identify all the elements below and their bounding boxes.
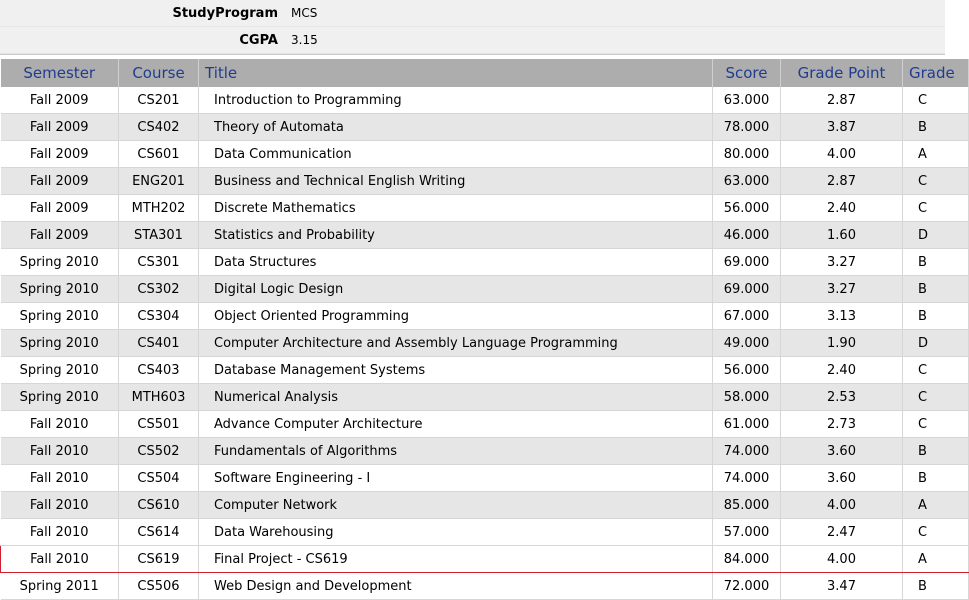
title-cell: Computer Network <box>199 492 713 519</box>
course-cell: MTH603 <box>119 384 199 411</box>
grade-cell: D <box>903 330 969 357</box>
course-cell: CS506 <box>119 573 199 600</box>
title-cell: Statistics and Probability <box>199 222 713 249</box>
table-row[interactable] <box>1 438 969 465</box>
grade-cell: C <box>903 384 969 411</box>
column-header-score[interactable]: Score <box>713 59 781 87</box>
grade-point-cell: 4.00 <box>781 141 903 168</box>
score-cell: 57.000 <box>713 519 781 546</box>
grade-point-cell: 1.60 <box>781 222 903 249</box>
grade-cell: A <box>903 492 969 519</box>
table-row[interactable] <box>1 384 969 411</box>
title-cell: Theory of Automata <box>199 114 713 141</box>
semester-cell: Fall 2010 <box>1 492 119 519</box>
grade-cell: A <box>903 546 969 573</box>
course-cell: CS304 <box>119 303 199 330</box>
semester-cell: Spring 2010 <box>1 357 119 384</box>
table-row[interactable] <box>1 222 969 249</box>
semester-cell: Spring 2010 <box>1 249 119 276</box>
course-cell: ENG201 <box>119 168 199 195</box>
column-header-semester[interactable]: Semester <box>1 59 119 87</box>
table-row[interactable] <box>1 195 969 222</box>
score-cell: 74.000 <box>713 465 781 492</box>
semester-cell: Spring 2010 <box>1 276 119 303</box>
column-header-grade-point[interactable]: Grade Point <box>781 59 903 87</box>
study-program-label: StudyProgram <box>172 5 278 21</box>
grade-point-cell: 1.90 <box>781 330 903 357</box>
title-cell: Numerical Analysis <box>199 384 713 411</box>
grade-cell: C <box>903 195 969 222</box>
course-cell: CS601 <box>119 141 199 168</box>
column-header-grade[interactable]: Grade <box>903 59 969 87</box>
table-row[interactable] <box>1 465 969 492</box>
course-cell: CS403 <box>119 357 199 384</box>
title-cell: Business and Technical English Writing <box>199 168 713 195</box>
grade-cell: A <box>903 141 969 168</box>
table-row[interactable] <box>1 411 969 438</box>
grade-point-cell: 2.73 <box>781 411 903 438</box>
score-cell: 69.000 <box>713 276 781 303</box>
course-cell: CS501 <box>119 411 199 438</box>
grade-point-cell: 3.47 <box>781 573 903 600</box>
grade-cell: C <box>903 168 969 195</box>
table-row[interactable] <box>1 519 969 546</box>
table-row[interactable] <box>1 276 969 303</box>
table-row[interactable] <box>1 357 969 384</box>
grade-cell: C <box>903 87 969 114</box>
table-row[interactable] <box>1 114 969 141</box>
course-cell: CS504 <box>119 465 199 492</box>
semester-cell: Fall 2010 <box>1 438 119 465</box>
semester-cell: Fall 2009 <box>1 87 119 114</box>
semester-cell: Fall 2010 <box>1 519 119 546</box>
grade-cell: B <box>903 465 969 492</box>
table-row[interactable] <box>1 141 969 168</box>
title-cell: Advance Computer Architecture <box>199 411 713 438</box>
grade-cell: D <box>903 222 969 249</box>
semester-cell: Fall 2009 <box>1 114 119 141</box>
semester-cell: Fall 2010 <box>1 546 119 573</box>
score-cell: 85.000 <box>713 492 781 519</box>
table-row[interactable] <box>1 168 969 195</box>
course-cell: CS502 <box>119 438 199 465</box>
score-cell: 80.000 <box>713 141 781 168</box>
semester-cell: Spring 2011 <box>1 573 119 600</box>
score-cell: 61.000 <box>713 411 781 438</box>
grade-point-cell: 3.27 <box>781 249 903 276</box>
score-cell: 74.000 <box>713 438 781 465</box>
grade-cell: B <box>903 276 969 303</box>
results-table <box>0 59 969 600</box>
grade-cell: B <box>903 114 969 141</box>
cgpa-label: CGPA <box>239 32 278 48</box>
title-cell: Introduction to Programming <box>199 87 713 114</box>
title-cell: Object Oriented Programming <box>199 303 713 330</box>
score-cell: 56.000 <box>713 357 781 384</box>
score-cell: 49.000 <box>713 330 781 357</box>
grade-cell: B <box>903 249 969 276</box>
column-header-course[interactable]: Course <box>119 59 199 87</box>
course-cell: CS614 <box>119 519 199 546</box>
semester-cell: Fall 2010 <box>1 411 119 438</box>
score-cell: 56.000 <box>713 195 781 222</box>
table-row[interactable] <box>1 573 969 600</box>
grade-point-cell: 2.87 <box>781 168 903 195</box>
grade-point-cell: 2.40 <box>781 357 903 384</box>
grade-point-cell: 4.00 <box>781 492 903 519</box>
grade-point-cell: 3.60 <box>781 438 903 465</box>
grade-cell: B <box>903 438 969 465</box>
study-program-row <box>0 0 945 27</box>
grade-cell: B <box>903 303 969 330</box>
course-cell: STA301 <box>119 222 199 249</box>
grade-cell: C <box>903 357 969 384</box>
table-row[interactable] <box>1 303 969 330</box>
grade-point-cell: 3.60 <box>781 465 903 492</box>
table-row[interactable] <box>1 330 969 357</box>
grade-point-cell: 3.27 <box>781 276 903 303</box>
semester-cell: Spring 2010 <box>1 330 119 357</box>
semester-cell: Fall 2009 <box>1 195 119 222</box>
score-cell: 72.000 <box>713 573 781 600</box>
score-cell: 78.000 <box>713 114 781 141</box>
grade-cell: C <box>903 411 969 438</box>
score-cell: 69.000 <box>713 249 781 276</box>
score-cell: 63.000 <box>713 168 781 195</box>
semester-cell: Fall 2009 <box>1 141 119 168</box>
title-cell: Data Communication <box>199 141 713 168</box>
course-cell: CS610 <box>119 492 199 519</box>
score-cell: 63.000 <box>713 87 781 114</box>
semester-cell: Fall 2009 <box>1 222 119 249</box>
course-cell: CS301 <box>119 249 199 276</box>
score-cell: 58.000 <box>713 384 781 411</box>
title-cell: Data Structures <box>199 249 713 276</box>
column-header-title[interactable]: Title <box>199 59 713 87</box>
cgpa-value: 3.15 <box>291 33 318 47</box>
semester-cell: Fall 2009 <box>1 168 119 195</box>
semester-cell: Spring 2010 <box>1 384 119 411</box>
grade-point-cell: 2.87 <box>781 87 903 114</box>
score-cell: 67.000 <box>713 303 781 330</box>
grade-point-cell: 2.47 <box>781 519 903 546</box>
course-cell: CS402 <box>119 114 199 141</box>
grade-point-cell: 2.53 <box>781 384 903 411</box>
table-header-row <box>1 59 969 87</box>
table-row[interactable] <box>1 492 969 519</box>
title-cell: Digital Logic Design <box>199 276 713 303</box>
title-cell: Computer Architecture and Assembly Language Programming <box>199 330 713 357</box>
title-cell: Database Management Systems <box>199 357 713 384</box>
grade-cell: C <box>903 519 969 546</box>
table-row-selected[interactable] <box>1 546 969 573</box>
course-cell: CS401 <box>119 330 199 357</box>
score-cell: 46.000 <box>713 222 781 249</box>
table-row[interactable] <box>1 87 969 114</box>
cgpa-row <box>0 27 945 54</box>
table-row[interactable] <box>1 249 969 276</box>
grade-point-cell: 3.87 <box>781 114 903 141</box>
title-cell: Web Design and Development <box>199 573 713 600</box>
student-info-panel <box>0 0 945 55</box>
title-cell: Data Warehousing <box>199 519 713 546</box>
study-program-value: MCS <box>291 6 318 20</box>
grade-point-cell: 2.40 <box>781 195 903 222</box>
grade-cell: B <box>903 573 969 600</box>
title-cell: Fundamentals of Algorithms <box>199 438 713 465</box>
course-cell: CS302 <box>119 276 199 303</box>
course-cell: CS201 <box>119 87 199 114</box>
grade-point-cell: 3.13 <box>781 303 903 330</box>
table-body <box>1 87 969 600</box>
semester-cell: Fall 2010 <box>1 465 119 492</box>
title-cell: Software Engineering - I <box>199 465 713 492</box>
course-cell: CS619 <box>119 546 199 573</box>
title-cell: Discrete Mathematics <box>199 195 713 222</box>
course-cell: MTH202 <box>119 195 199 222</box>
title-cell: Final Project - CS619 <box>199 546 713 573</box>
semester-cell: Spring 2010 <box>1 303 119 330</box>
score-cell: 84.000 <box>713 546 781 573</box>
grade-point-cell: 4.00 <box>781 546 903 573</box>
